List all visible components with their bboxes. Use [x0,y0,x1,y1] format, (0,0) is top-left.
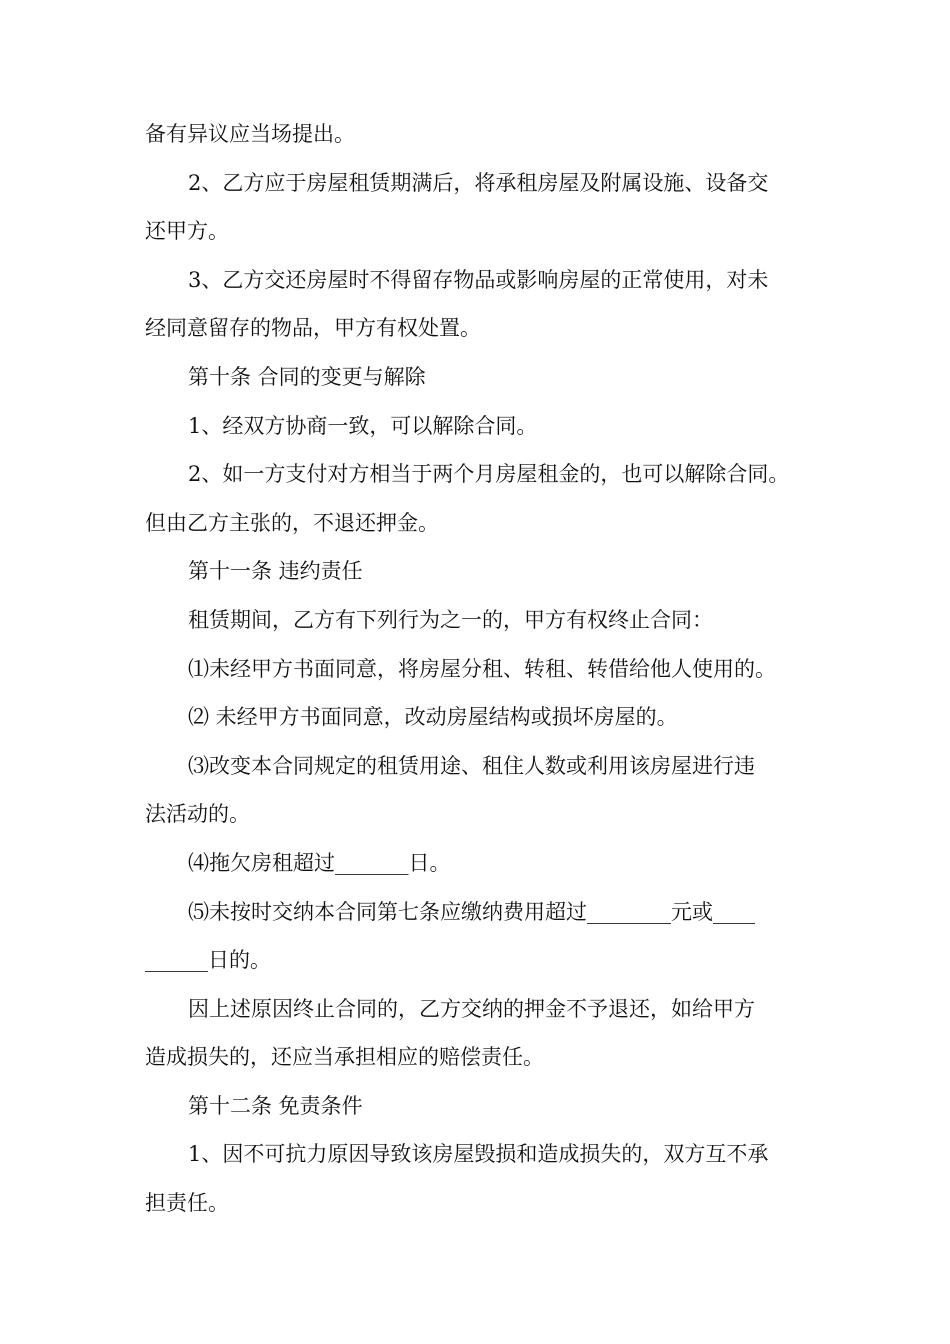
text-line: 经同意留存的物品，甲方有权处置。 [145,316,481,341]
section-heading: 第十二条 免责条件 [188,1093,363,1118]
section-heading: 第十一条 违约责任 [188,559,363,584]
text-line: ______日的。 [145,948,271,973]
text-line: ⑴未经甲方书面同意，将房屋分租、转租、转借给他人使用的。 [188,656,776,681]
text-line: ⑷拖欠房租超过_______日。 [188,850,451,875]
text-line: 租赁期间，乙方有下列行为之一的，甲方有权终止合同： [188,607,713,632]
text-line: 因上述原因终止合同的，乙方交纳的押金不予退还，如给甲方 [188,996,755,1021]
text-line: 3、乙方交还房屋时不得留存物品或影响房屋的正常使用，对未 [188,267,769,292]
text-line: 造成损失的，还应当承担相应的赔偿责任。 [145,1045,544,1070]
text-line: 2、如一方支付对方相当于两个月房屋租金的，也可以解除合同。 [188,462,790,487]
text-line: ⑸未按时交纳本合同第七条应缴纳费用超过________元或____ [188,899,755,924]
text-line: 但由乙方主张的，不退还押金。 [145,510,439,535]
text-line: 法活动的。 [145,802,250,827]
text-line: 还甲方。 [145,219,229,244]
text-line: 1、因不可抗力原因导致该房屋毁损和造成损失的，双方互不承 [188,1142,769,1167]
text-line: 1、经双方协商一致，可以解除合同。 [188,413,538,438]
section-heading: 第十条 合同的变更与解除 [188,364,426,389]
document-body [145,110,811,1228]
text-line: 2、乙方应于房屋租赁期满后，将承租房屋及附属设施、设备交 [188,170,769,195]
text-line: ⑵ 未经甲方书面同意，改动房屋结构或损坏房屋的。 [188,705,678,730]
text-line: ⑶改变本合同规定的租赁用途、租住人数或利用该房屋进行违 [188,753,755,778]
text-line: 备有异议应当场提出。 [145,122,355,146]
text-line: 担责任。 [145,1191,229,1216]
